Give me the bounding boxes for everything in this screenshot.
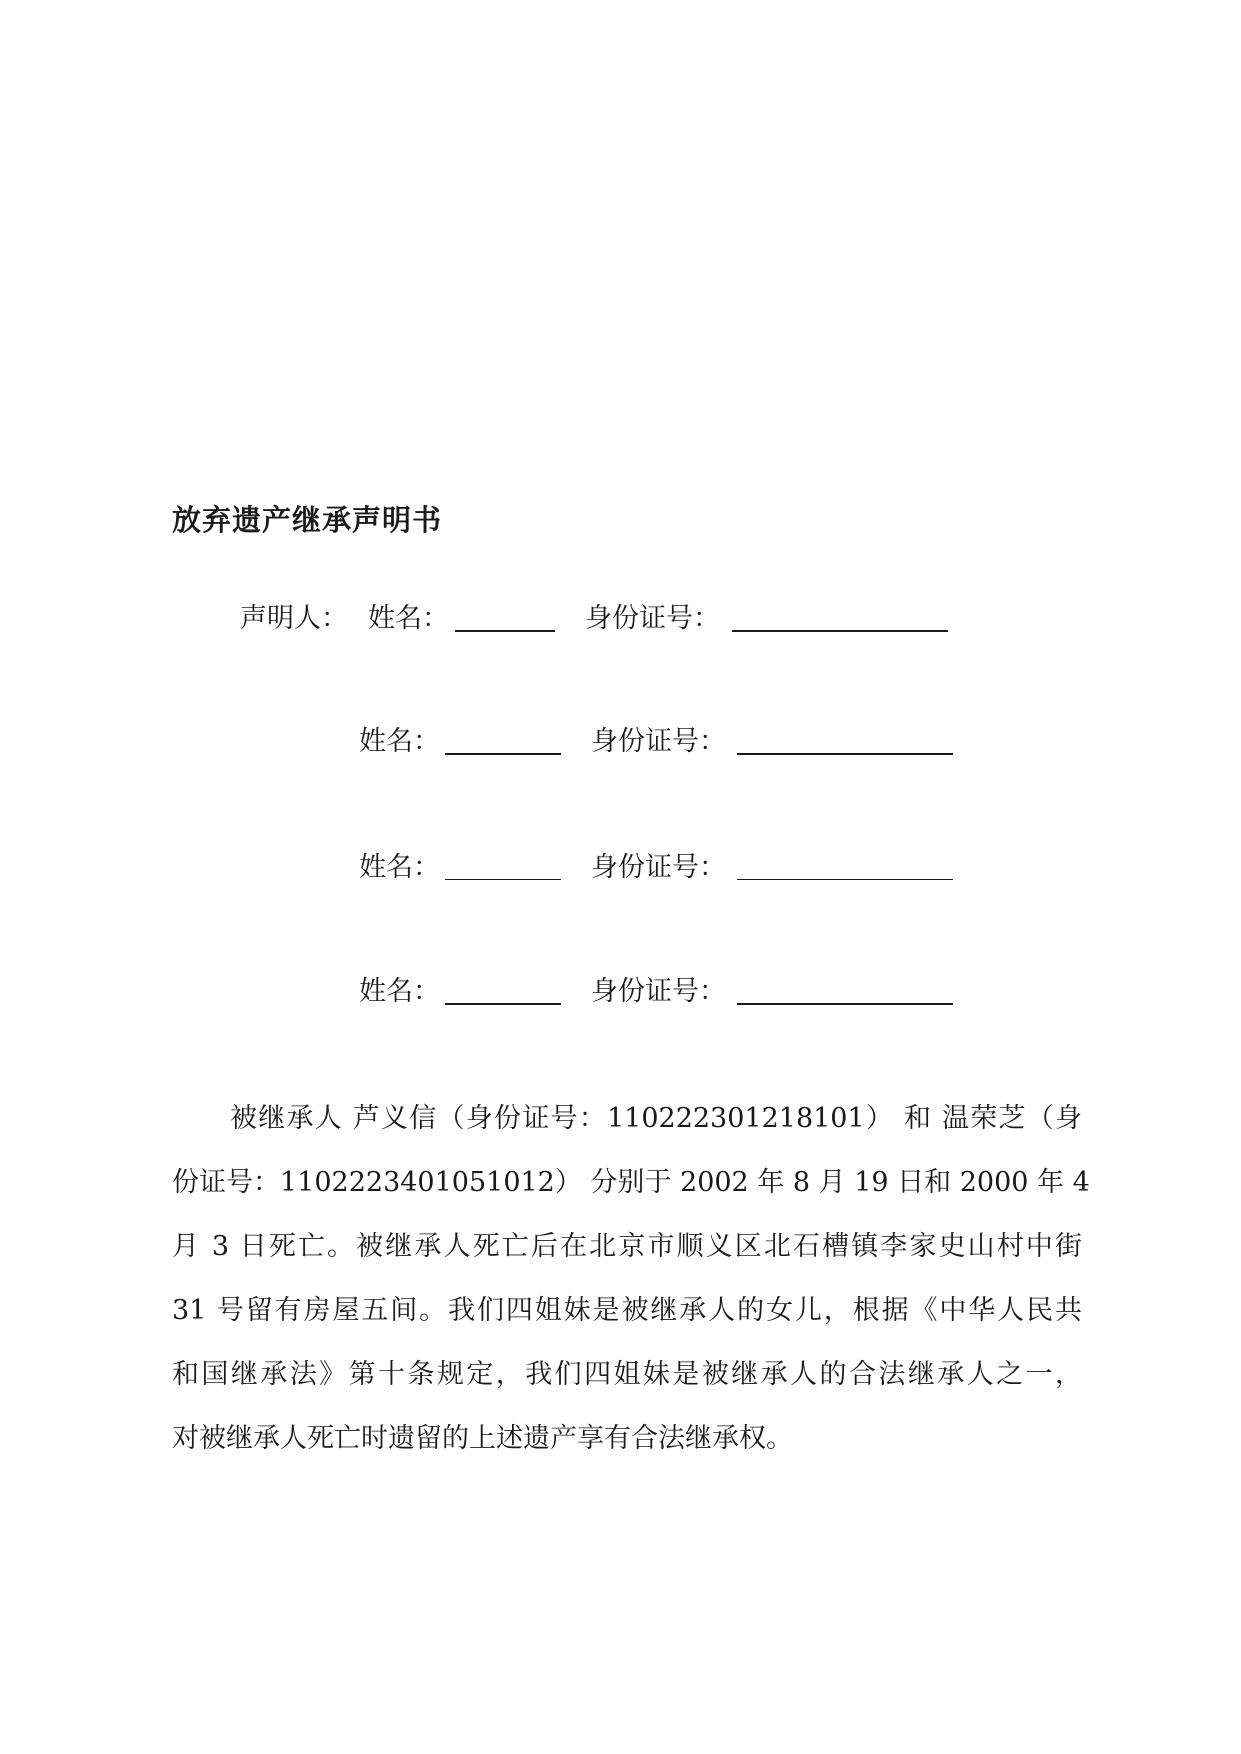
body-line-5: 和国继承法》第十条规定，我们四姐妹是被继承人的合法继承人之一，: [172, 1359, 1082, 1390]
body-line-2: 份证号：1102223401051012） 分别于 2002 年 8 月 19 日和 2000 年 4: [172, 1167, 1090, 1198]
name-blank-line: [445, 879, 561, 880]
body-line-4: 31 号留有房屋五间。我们四姐妹是被继承人的女儿，根据《中华人民共: [172, 1295, 1082, 1326]
id-label: 身份证号：: [591, 976, 726, 1007]
id-label: 身份证号：: [591, 852, 726, 883]
id-blank-line: [737, 879, 953, 880]
body-line-6: 对被继承人死亡时遗留的上述遗产享有合法继承权。: [172, 1423, 793, 1454]
body-line-3: 月 3 日死亡。被继承人死亡后在北京市顺义区北石槽镇李家史山村中街: [172, 1231, 1082, 1262]
name-label: 姓名：: [359, 976, 440, 1007]
name-label: 姓名：: [359, 852, 440, 883]
name-label: 姓名：: [359, 726, 440, 757]
body-line-1: 被继承人 芦义信（身份证号：110222301218101） 和 温荣芝（身: [230, 1103, 1082, 1134]
declarant-row-4: [359, 969, 999, 1009]
id-blank-line: [737, 1003, 953, 1005]
declarant-row-2: [359, 719, 999, 759]
id-label: 身份证号：: [591, 726, 726, 757]
name-blank-line: [455, 630, 555, 632]
id-label: 身份证号：: [585, 603, 720, 634]
name-blank-line: [445, 753, 561, 755]
name-blank-line: [445, 1003, 561, 1005]
declarant-row-1: [240, 596, 1000, 636]
id-blank-line: [737, 753, 953, 755]
document-title: 放弃遗产继承声明书: [172, 503, 443, 537]
declarant-label: 声明人：: [240, 603, 348, 634]
declarant-row-3: [359, 845, 999, 885]
body-paragraph: [172, 1096, 1090, 1496]
name-label: 姓名：: [368, 603, 449, 634]
id-blank-line: [732, 630, 948, 632]
